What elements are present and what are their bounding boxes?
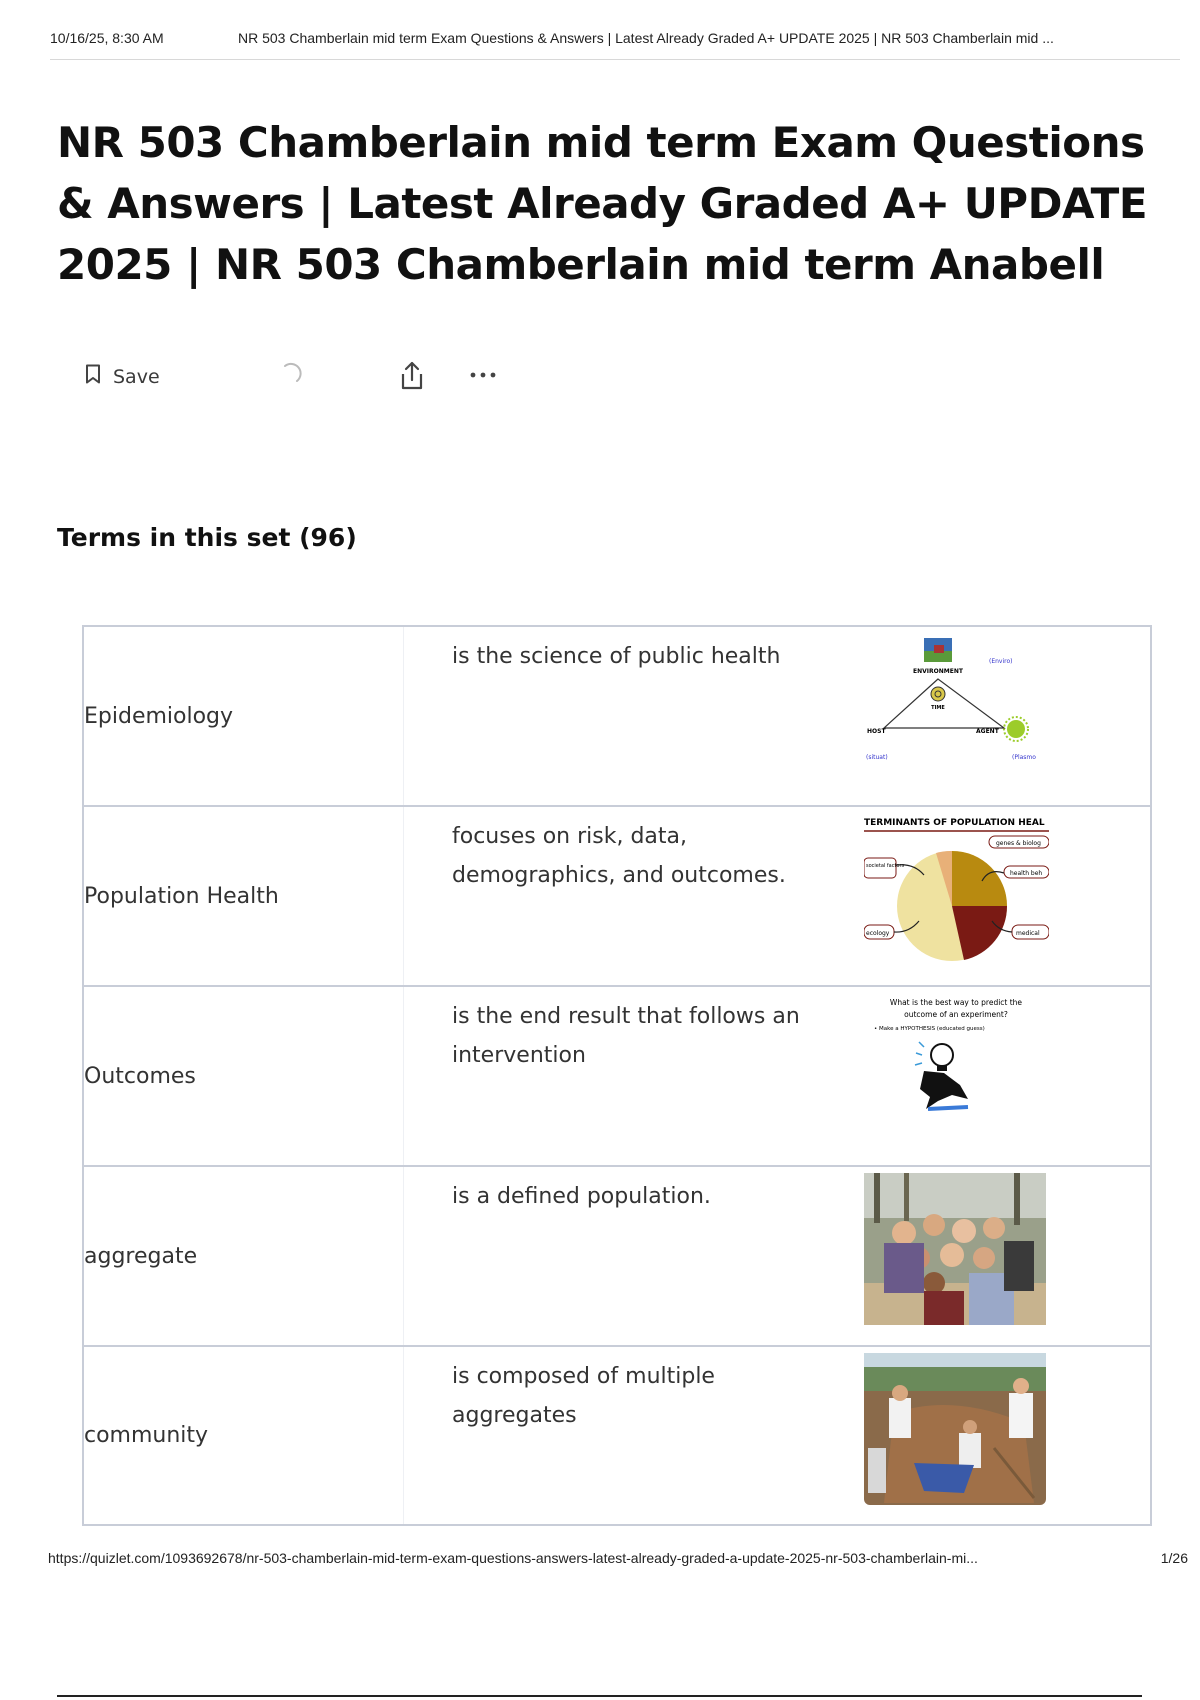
page-title: NR 503 Chamberlain mid term Exam Questions & Answers | Latest Already Graded A+ UPDATE 2025 | NR 503 Chamberlain mid term Anabell: [57, 118, 1148, 289]
term-definition: is a defined population.: [452, 1184, 711, 1209]
pie-label-health: health beh: [1010, 870, 1043, 877]
print-url: https://quizlet.com/1093692678/nr-503-chamberlain-mid-term-exam-questions-answers-latest-already-graded-a-update-2025-nr-503-chamberlain-mi...: [48, 1550, 978, 1566]
triangle-time-label: TIME: [931, 705, 945, 711]
hypothesis-line1: What is the best way to predict the: [889, 998, 1023, 1007]
group-photo-image: [864, 1173, 1049, 1333]
pie-label-ecology: ecology: [866, 930, 890, 937]
term-row: [84, 1347, 1150, 1524]
triangle-agent-label: AGENT: [976, 728, 999, 735]
term-row: [84, 1167, 1150, 1347]
save-label: Save: [113, 365, 160, 388]
triangle-host-note: (situat): [866, 754, 888, 761]
triangle-env-note: (Enviro): [989, 658, 1013, 665]
term-word: aggregate: [84, 1167, 404, 1345]
term-word: community: [84, 1347, 404, 1524]
determinants-pie-image: [864, 813, 1049, 973]
share-icon[interactable]: [398, 360, 426, 396]
term-row: [84, 987, 1150, 1167]
triangle-environment-label: ENVIRONMENT: [913, 668, 963, 675]
print-doc-title: NR 503 Chamberlain mid term Exam Questions & Answers | Latest Already Graded A+ UPDATE 2025 | NR 503 Chamberlain mid ...: [238, 30, 1054, 46]
term-word: Epidemiology: [84, 627, 404, 805]
term-row: [84, 627, 1150, 807]
term-definition: is the science of public health: [452, 644, 781, 669]
term-word: Outcomes: [84, 987, 404, 1165]
print-header: [50, 30, 1180, 60]
bookmark-icon: [85, 364, 101, 389]
term-definition: is composed of multiple aggregates: [452, 1364, 715, 1428]
terms-heading: Terms in this set (96): [57, 523, 357, 552]
term-word: Population Health: [84, 807, 404, 985]
community-photo-image: [864, 1353, 1049, 1513]
term-definition: focuses on risk, data, demographics, and outcomes.: [452, 824, 786, 888]
page-number: 1/26: [1160, 1550, 1188, 1566]
pie-title: TERMINANTS OF POPULATION HEAL: [864, 818, 1045, 828]
loading-spinner-icon: [280, 362, 302, 388]
term-definition: is the end result that follows an intervention: [452, 1004, 800, 1068]
triangle-host-label: HOST: [867, 728, 886, 735]
save-button[interactable]: [85, 364, 160, 389]
action-bar: [85, 360, 525, 394]
hypothesis-line3: • Make a HYPOTHESIS (educated guess): [874, 1026, 985, 1032]
more-options-icon[interactable]: [468, 360, 498, 394]
terms-table: [82, 625, 1152, 1526]
bottom-divider: [57, 1695, 1142, 1697]
term-row: [84, 807, 1150, 987]
hypothesis-image: [864, 993, 1049, 1153]
epidemiologic-triangle-image: [864, 633, 1049, 793]
hypothesis-line2: outcome of an experiment?: [904, 1010, 1008, 1019]
pie-label-societal: societal factors: [866, 863, 905, 869]
pie-label-genes: genes & biolog: [996, 840, 1041, 847]
triangle-agent-note: (Plasmo: [1012, 754, 1036, 761]
pie-label-medical: medical: [1016, 930, 1040, 937]
print-date: 10/16/25, 8:30 AM: [50, 30, 164, 46]
